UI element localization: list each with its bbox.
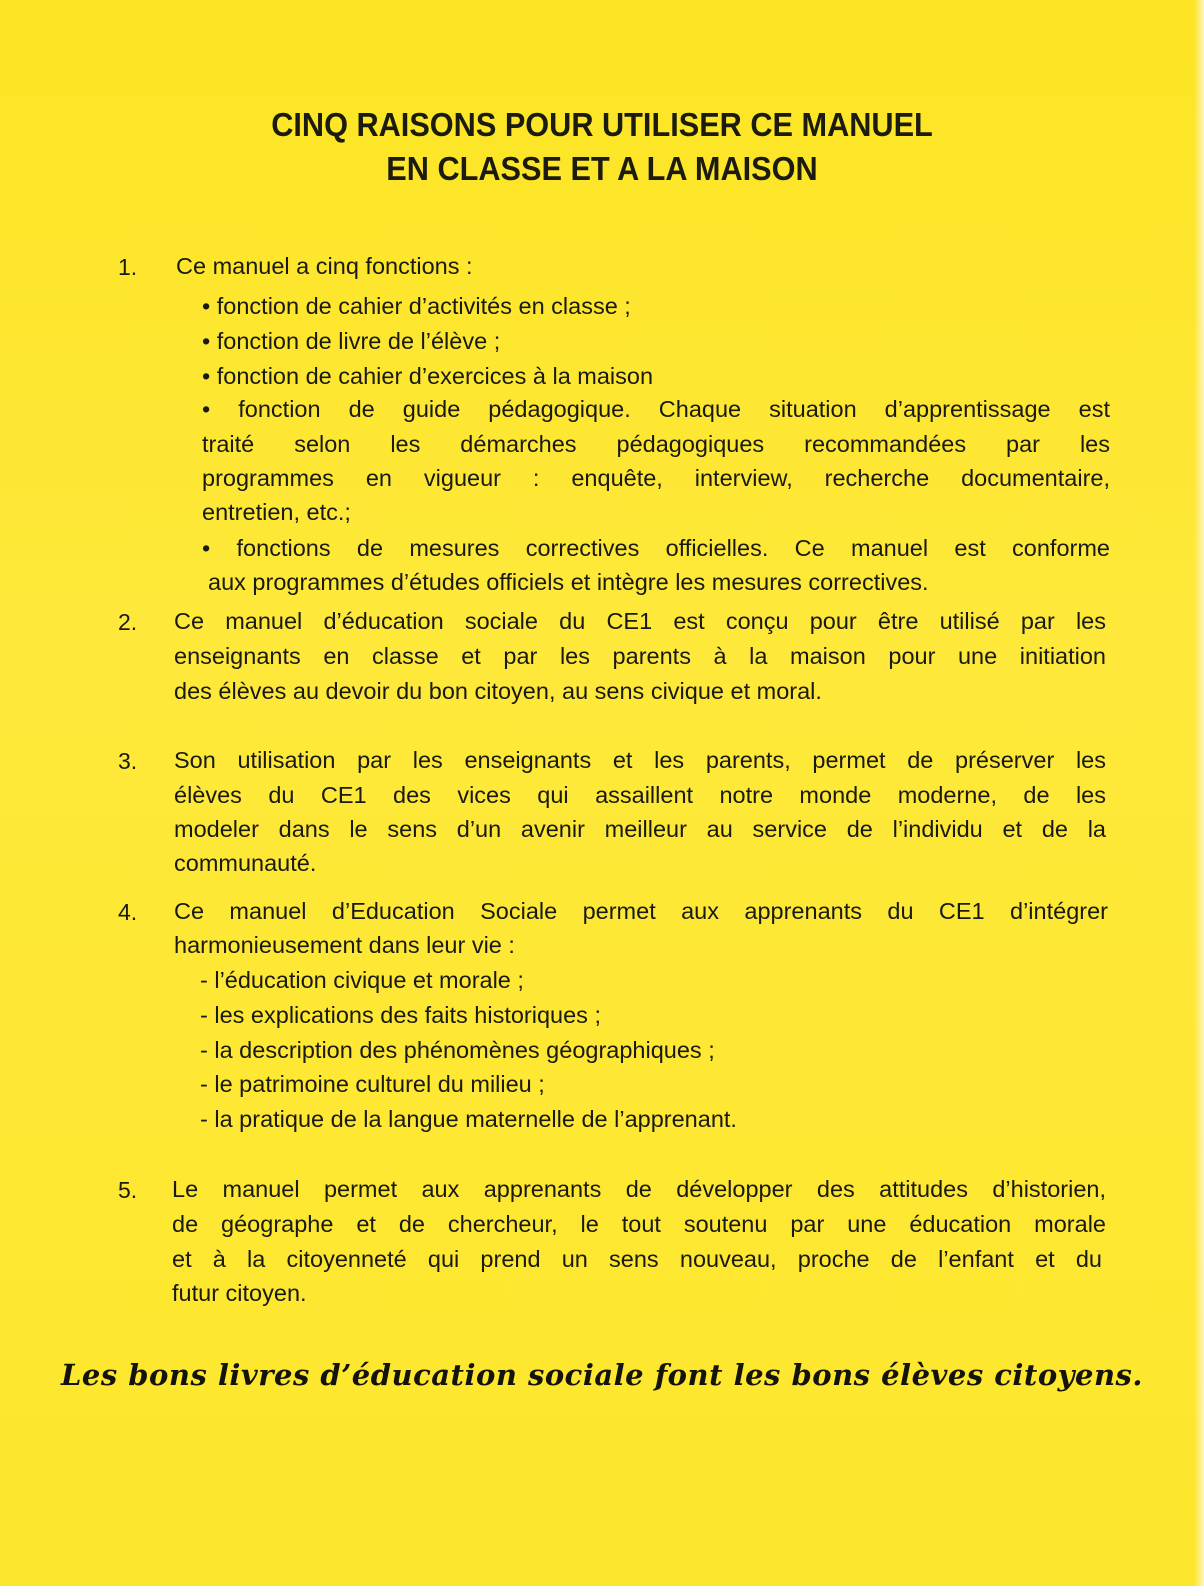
item-5-line: futur citoyen. xyxy=(172,1280,307,1306)
item-1-bullet: • fonction de cahier d’exercices à la maison xyxy=(202,363,654,389)
item-1-intro: Ce manuel a cinq fonctions : xyxy=(176,253,473,279)
item-number: 1. xyxy=(118,254,138,280)
item-4-dash-item: - l’éducation civique et morale ; xyxy=(200,967,524,993)
item-5-line: Le manuel permet aux apprenants de développer des attitudes d’historien, xyxy=(172,1176,1106,1202)
item-1-bullet-continuation: entretien, etc.; xyxy=(202,499,351,525)
page-edge xyxy=(1194,0,1204,1586)
item-1-bullet: • fonction de guide pédagogique. Chaque situation d’apprentissage est xyxy=(202,396,1110,422)
item-4-line: harmonieusement dans leur vie : xyxy=(174,932,515,958)
item-4-dash-item: - les explications des faits historiques ; xyxy=(200,1002,601,1028)
item-number: 2. xyxy=(118,609,138,635)
item-1-bullet: • fonction de livre de l’élève ; xyxy=(202,328,501,354)
item-3-line: élèves du CE1 des vices qui assaillent notre monde moderne, de les xyxy=(174,782,1106,808)
item-number: 3. xyxy=(118,748,138,774)
item-4-dash-item: - la description des phénomènes géographiques ; xyxy=(200,1037,715,1063)
item-4-dash-item: - la pratique de la langue maternelle de l’apprenant. xyxy=(200,1106,737,1132)
item-number: 5. xyxy=(118,1177,138,1203)
item-2-line: enseignants en classe et par les parents à la maison pour une initiation xyxy=(174,643,1106,669)
item-1-bullet: • fonction de cahier d’activités en classe ; xyxy=(202,293,631,319)
item-3-line: modeler dans le sens d’un avenir meilleur au service de l’individu et de la xyxy=(174,816,1106,842)
item-1-bullet-continuation: aux programmes d’études officiels et intègre les mesures correctives. xyxy=(208,569,929,595)
item-2-line: des élèves au devoir du bon citoyen, au sens civique et moral. xyxy=(174,678,822,704)
item-2-line: Ce manuel d’éducation sociale du CE1 est conçu pour être utilisé par les xyxy=(174,608,1106,634)
item-3-line: communauté. xyxy=(174,850,317,876)
page-title-line-2: EN CLASSE ET A LA MAISON xyxy=(386,150,818,187)
item-1-bullet-continuation: traité selon les démarches pédagogiques recommandées par les xyxy=(202,431,1110,457)
item-1-bullet-continuation: programmes en vigueur : enquête, interview, recherche documentaire, xyxy=(202,465,1110,491)
item-1-bullet: • fonctions de mesures correctives officielles. Ce manuel est conforme xyxy=(202,535,1110,561)
item-5-line: de géographe et de chercheur, le tout soutenu par une éducation morale xyxy=(172,1211,1106,1237)
item-5-line: et à la citoyenneté qui prend un sens nouveau, proche de l’enfant et du xyxy=(172,1246,1102,1272)
item-number: 4. xyxy=(118,899,138,925)
motto-slogan: Les bons livres d’éducation sociale font les bons élèves citoyens. xyxy=(61,1358,1143,1392)
item-4-line: Ce manuel d’Education Sociale permet aux apprenants du CE1 d’intégrer xyxy=(174,898,1108,924)
item-3-line: Son utilisation par les enseignants et les parents, permet de préserver les xyxy=(174,747,1106,773)
page-title-line-1: CINQ RAISONS POUR UTILISER CE MANUEL xyxy=(271,106,933,143)
item-4-dash-item: - le patrimoine culturel du milieu ; xyxy=(200,1071,545,1097)
